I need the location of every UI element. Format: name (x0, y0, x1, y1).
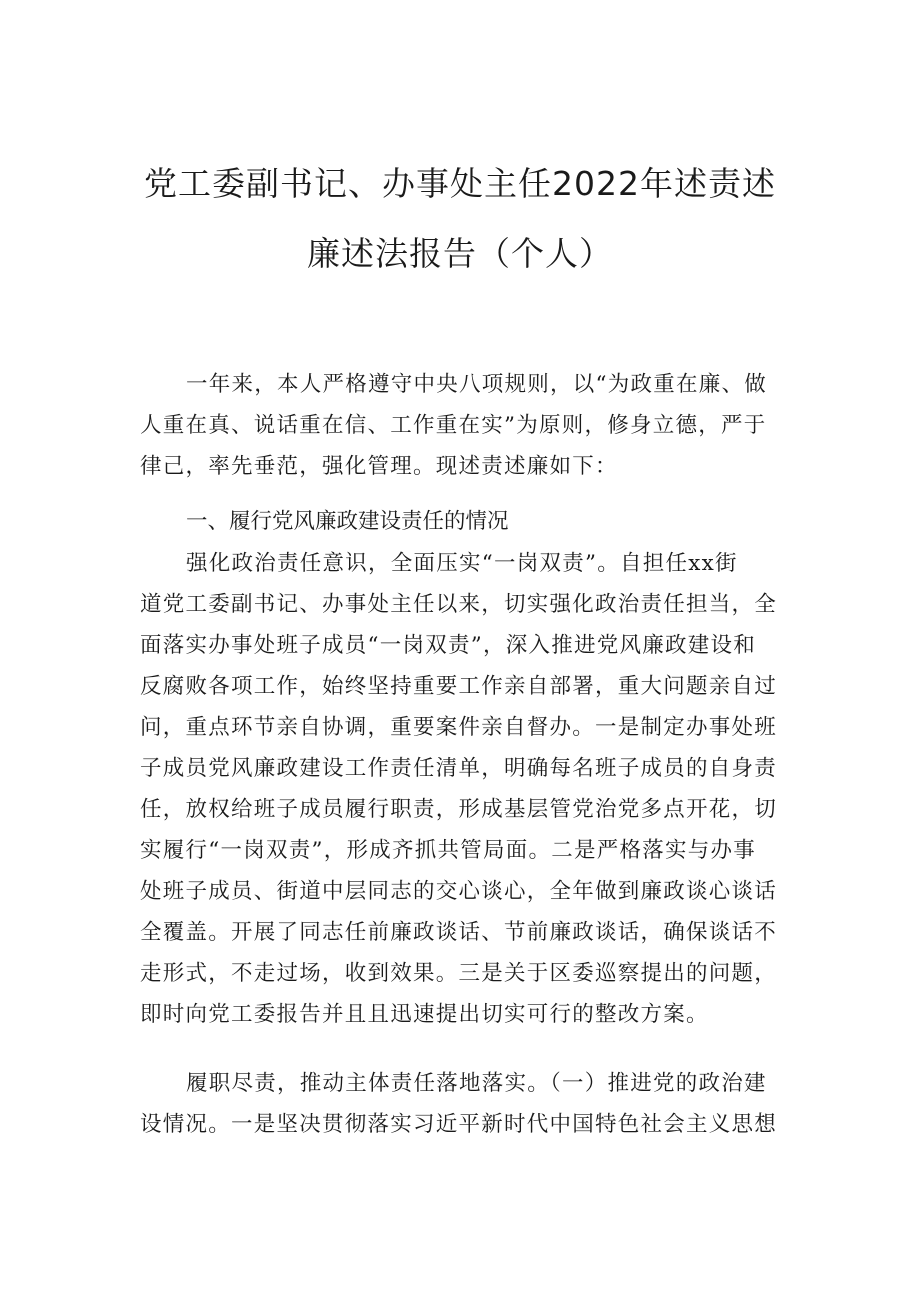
paragraph-line: 道党工委副书记、办事处主任以来，切实强化政治责任担当，全 (140, 592, 778, 617)
responsibility-paragraph (140, 543, 780, 1035)
paragraph-line: 强化政治责任意识，全面压实“一岗双责”。自担任xx街 (186, 551, 738, 576)
intro-paragraph (140, 364, 780, 487)
paragraph-line: 反腐败各项工作，始终坚持重要工作亲自部署，重大问题亲自过 (140, 674, 778, 699)
paragraph-line: 律己，率先垂范，强化管理。现述责述廉如下： (140, 454, 618, 479)
paragraph-line: 设情况。一是坚决贯彻落实习近平新时代中国特色社会主义思想 (140, 1112, 778, 1137)
paragraph-line: 子成员党风廉政建设工作责任清单，明确每名班子成员的自身责 (140, 756, 778, 781)
paragraph-line: 实履行“一岗双责”，形成齐抓共管局面。二是严格落实与办事 (140, 838, 756, 863)
paragraph-line: 即时向党工委报告并且且迅速提出切实可行的整改方案。 (140, 1002, 709, 1027)
paragraph-line: 人重在真、说话重在信、工作重在实”为原则，修身立德，严于 (140, 413, 767, 438)
paragraph-line: 全覆盖。开展了同志任前廉政谈话、节前廉政谈话，确保谈话不 (140, 920, 778, 945)
duty-paragraph (140, 1063, 780, 1145)
document-title-line-2: 廉述法报告（个人） (307, 234, 613, 273)
paragraph-line: 一年来，本人严格遵守中央八项规则，以“为政重在廉、做 (186, 372, 767, 397)
paragraph-line: 面落实办事处班子成员“一岗双责”，深入推进党风廉政建设和 (140, 633, 756, 658)
paragraph-line: 问，重点环节亲自协调，重要案件亲自督办。一是制定办事处班 (140, 715, 778, 740)
paragraph-line: 任，放权给班子成员履行职责，形成基层管党治党多点开花，切 (140, 797, 778, 822)
paragraph-line: 履职尽责，推动主体责任落地落实。（一）推进党的政治建 (186, 1071, 767, 1096)
section-heading: 一、履行党风廉政建设责任的情况 (186, 509, 509, 534)
paragraph-line: 处班子成员、街道中层同志的交心谈心，全年做到廉政谈心谈话 (140, 879, 778, 904)
document-title-line-1: 党工委副书记、办事处主任2022年述责述 (144, 164, 776, 203)
paragraph-line: 走形式，不走过场，收到效果。三是关于区委巡察提出的问题， (140, 961, 778, 986)
